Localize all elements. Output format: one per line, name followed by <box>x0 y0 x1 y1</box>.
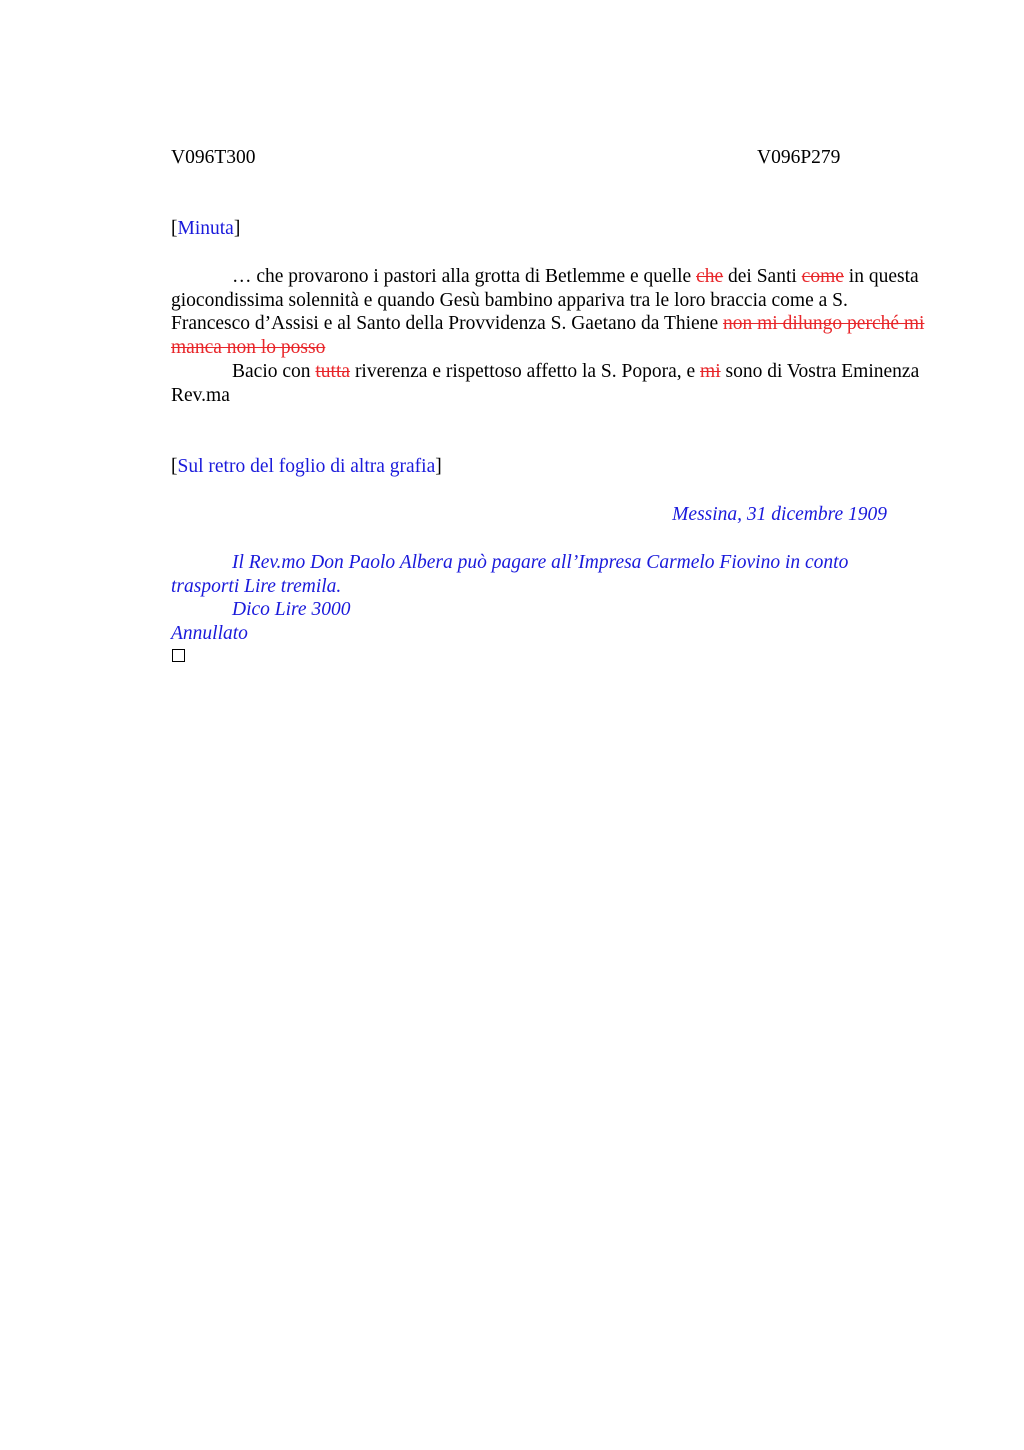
minuta-heading <box>171 217 928 241</box>
bracket-open: [ <box>171 218 178 239</box>
text-run: Bacio con <box>232 360 316 382</box>
bracket-close: ] <box>233 218 241 239</box>
payment-note <box>171 551 911 646</box>
text-run: riverenza e rispettoso affetto la S. Popora, e <box>350 360 701 382</box>
bracket-close: ] <box>435 456 442 477</box>
empty-box-icon <box>172 649 185 662</box>
retro-heading <box>171 455 928 479</box>
document-code-right: V096P279 <box>757 147 841 168</box>
deleted-word: mi <box>700 360 721 382</box>
note-date: Messina, 31 dicembre 1909 <box>672 504 887 525</box>
text-run: … che provarono i pastori alla grotta di Betlemme e quelle <box>232 266 697 287</box>
deleted-word: tutta <box>315 360 351 382</box>
text-run: dei Santi <box>723 266 802 287</box>
deleted-word: che <box>696 266 724 287</box>
document-code-left: V096T300 <box>171 147 256 168</box>
note-line-1: Il Rev.mo Don Paolo Albera può pagare all’Impresa Carmelo Fiovino in conto trasporti Lire tremila. <box>171 552 849 597</box>
note-line-2: Dico Lire 3000 <box>232 599 351 621</box>
paragraph-2 <box>171 360 928 407</box>
note-line-3: Annullato <box>171 623 248 645</box>
letter-body <box>171 265 928 407</box>
paragraph-1 <box>171 265 928 360</box>
deleted-phrase: non mi dilungo perché mi manca non lo posso <box>171 313 925 359</box>
text-run: sono di Vostra Eminenza Rev.ma <box>171 360 920 406</box>
text-run: in questa giocondissima solennità e quando Gesù bambino appariva tra le loro braccia come a S. Francesco d’Assisi e al Santo della Provvidenza S. Gaetano da Thiene <box>171 266 919 335</box>
bracket-open: [ <box>171 456 178 477</box>
retro-label: Sul retro del foglio di altra grafia <box>177 456 436 477</box>
minuta-label: Minuta <box>177 218 234 239</box>
deleted-word: come <box>801 266 844 287</box>
